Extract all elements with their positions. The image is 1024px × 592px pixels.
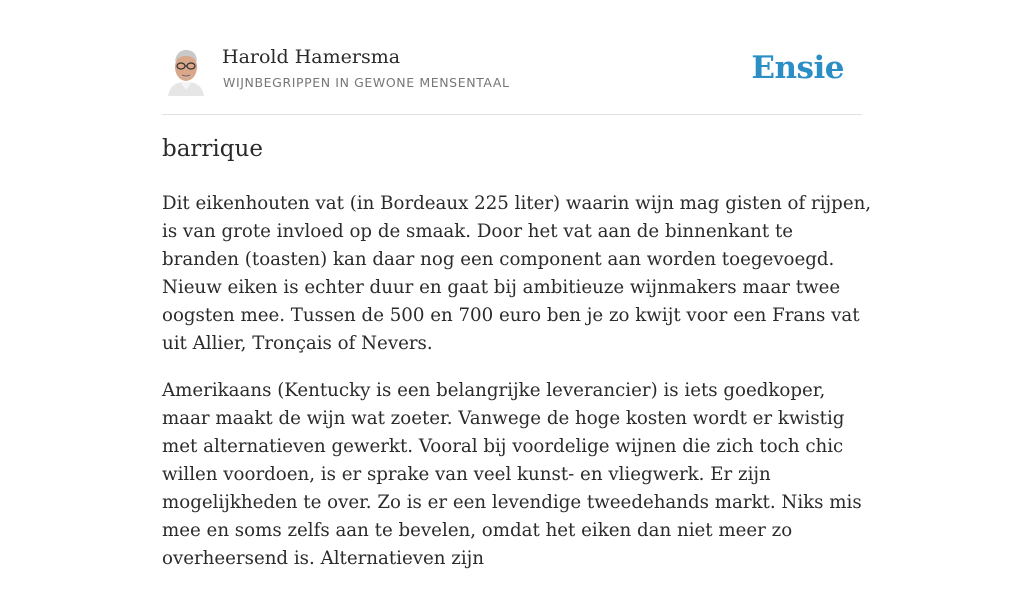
author-name[interactable]: Harold Hamersma xyxy=(222,46,401,68)
author-subtitle: WIJNBEGRIPPEN IN GEWONE MENSENTAAL xyxy=(223,75,510,90)
author-avatar[interactable] xyxy=(166,46,206,96)
ensie-logo-link[interactable]: Ensie xyxy=(751,50,844,86)
paragraph-1: Dit eikenhouten vat (in Bordeaux 225 liter) waarin wijn mag gisten of rijpen, is van grote invloed op de smaak. Door het vat aan de binnenkant te branden (toasten) kan daar nog een component aan worden toegevoegd. Nieuw eiken is echter duur en gaat bij ambitieuze wijnmakers maar twee oogsten mee. Tussen de 500 en 700 euro ben je zo kwijt voor een Frans vat uit Allier, Tronçais of Nevers. xyxy=(162,193,872,354)
entry-title: barrique xyxy=(162,136,263,162)
page-header xyxy=(162,40,862,115)
paragraph-2: Amerikaans (Kentucky is een belangrijke leverancier) is iets goedkoper, maar maakt de wijn wat zoeter. Vanwege de hoge kosten wordt er kwistig met alternatieven gewerkt. Vooral bij voordelige wijnen die zich toch chic willen voordoen, is er sprake van veel kunst- en vliegwerk. Er zijn mogelijkheden te over. Zo is er een levendige tweedehands markt. Niks mis mee en soms zelfs aan te bevelen, omdat het eiken dan niet meer zo overheersend is. Alternatieven zijn xyxy=(162,380,862,569)
entry-body xyxy=(162,190,874,592)
